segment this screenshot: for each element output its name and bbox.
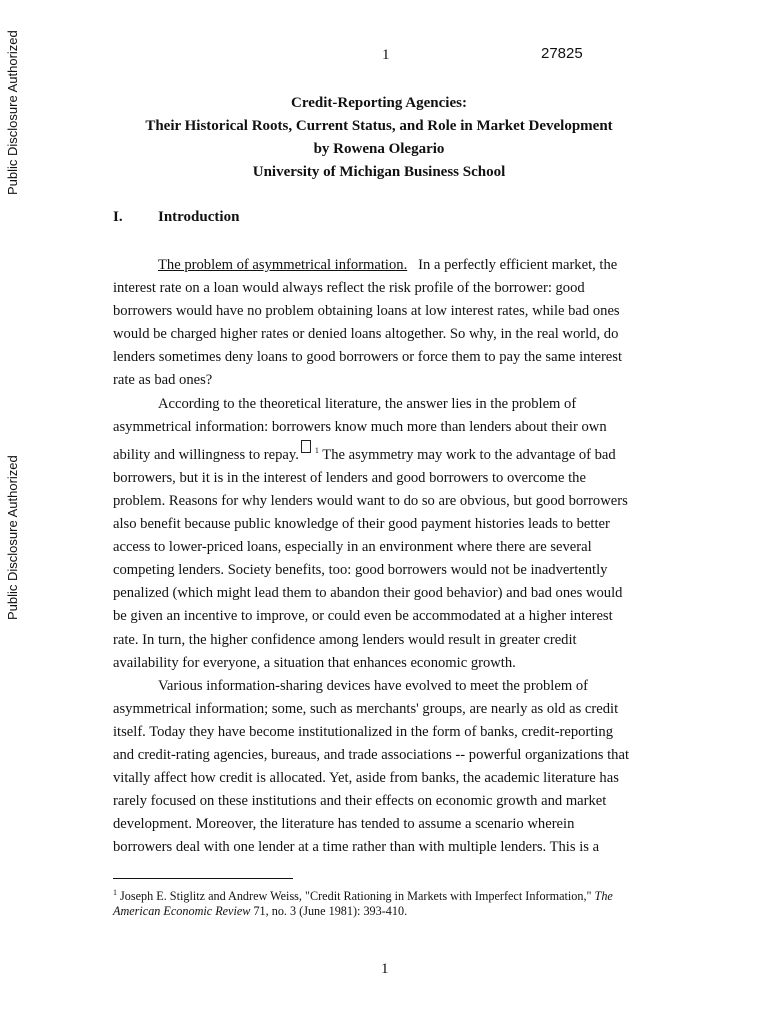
page-number-top: 1 — [382, 47, 390, 63]
footnote-link-icon[interactable] — [301, 440, 311, 453]
footnote-journal: The — [594, 889, 613, 904]
paragraph-line: borrowers deal with one lender at a time rather than with multiple lenders. This is a — [113, 839, 600, 856]
paragraph-line: lenders sometimes deny loans to good borrowers or force them to pay the same interest — [113, 349, 623, 366]
paragraph-line: access to lower-priced loans, especially in an environment where there are several — [113, 539, 592, 556]
title-subtitle: Their Historical Roots, Current Status, and Role in Market Development — [145, 118, 613, 134]
paragraph-text: The asymmetry may work to the advantage of bad — [322, 446, 616, 463]
paragraph-line: development. Moreover, the literature has tended to assume a scenario wherein — [113, 816, 575, 833]
author-line: by Rowena Olegario — [313, 141, 445, 157]
section-number: I. — [113, 209, 123, 225]
paragraph-line: borrowers, but it is in the interest of lenders and good borrowers to overcome the — [113, 469, 586, 486]
paragraph-line: rate as bad ones? — [113, 372, 213, 389]
paragraph-line: interest rate on a loan would always reflect the risk profile of the borrower: good — [113, 280, 585, 297]
title-line: Credit-Reporting Agencies: — [291, 95, 467, 111]
paragraph-line: Various information-sharing devices have evolved to meet the problem of — [158, 677, 588, 694]
paragraph-line: borrowers would have no problem obtaining loans at low interest rates, while bad ones — [113, 303, 620, 320]
paragraph-line: problem. Reasons for why lenders would want to do so are obvious, but good borrowers — [113, 492, 628, 509]
paragraph-line: rate. In turn, the higher confidence among lenders would result in greater credit — [113, 631, 577, 648]
paragraph-line: would be charged higher rates or denied loans altogether. So why, in the real world, do — [113, 326, 619, 343]
paragraph-line: asymmetrical information: borrowers know much more than lenders about their own — [113, 418, 607, 435]
paragraph-line: asymmetrical information; some, such as merchants' groups, are nearly as old as credit — [113, 700, 619, 717]
footnote-citation: 71, no. 3 (June 1981): 393-410. — [250, 904, 408, 919]
document-id: 27825 — [541, 45, 583, 62]
paragraph-line: According to the theoretical literature, the answer lies in the problem of — [158, 395, 577, 412]
footnote-reference: 1 — [314, 445, 319, 455]
disclosure-label-bottom: Public Disclosure Authorized — [5, 455, 20, 620]
footnote-marker: 1 — [113, 888, 117, 897]
section-title: Introduction — [158, 209, 240, 225]
paragraph-text: In a perfectly efficient market, the — [407, 257, 618, 273]
footnote-text: Joseph E. Stiglitz and Andrew Weiss, "Credit Rationing in Markets with Imperfect Information," — [117, 889, 595, 904]
footnote — [113, 885, 653, 919]
title-block — [112, 92, 646, 184]
paragraph-line — [113, 254, 647, 277]
paragraph-line — [113, 439, 647, 467]
paragraph-line: availability for everyone, a situation that enhances economic growth. — [113, 654, 516, 671]
paragraph-line: vitally affect how credit is allocated. Yet, aside from banks, the academic literature has — [113, 770, 619, 787]
paragraph-line: competing lenders. Society benefits, too: good borrowers would not be inadvertently — [113, 562, 608, 579]
footnote-journal: American Economic Review — [113, 904, 251, 919]
paragraph-text: ability and willingness to repay. — [113, 446, 299, 463]
paragraph-lead: The problem of asymmetrical information. — [158, 257, 408, 273]
affiliation-line: University of Michigan Business School — [252, 164, 506, 180]
paragraph-line: be given an incentive to improve, or could even be accommodated at a higher interest — [113, 608, 613, 625]
page-number-bottom: 1 — [381, 961, 389, 977]
disclosure-label-top: Public Disclosure Authorized — [5, 30, 20, 195]
paragraph-line: and credit-rating agencies, bureaus, and trade associations -- powerful organizations that — [113, 746, 629, 763]
body-text — [113, 254, 647, 859]
paragraph-line: also benefit because public knowledge of their good payment histories leads to better — [113, 516, 610, 533]
paragraph-line: penalized (which might lead them to abandon their good behavior) and bad ones would — [113, 585, 623, 602]
section-heading — [113, 209, 239, 226]
paragraph-line: itself. Today they have become institutionalized in the form of banks, credit-reporting — [113, 723, 614, 740]
paragraph-line: rarely focused on these institutions and their effects on economic growth and market — [113, 793, 607, 810]
footnote-divider — [113, 878, 293, 879]
